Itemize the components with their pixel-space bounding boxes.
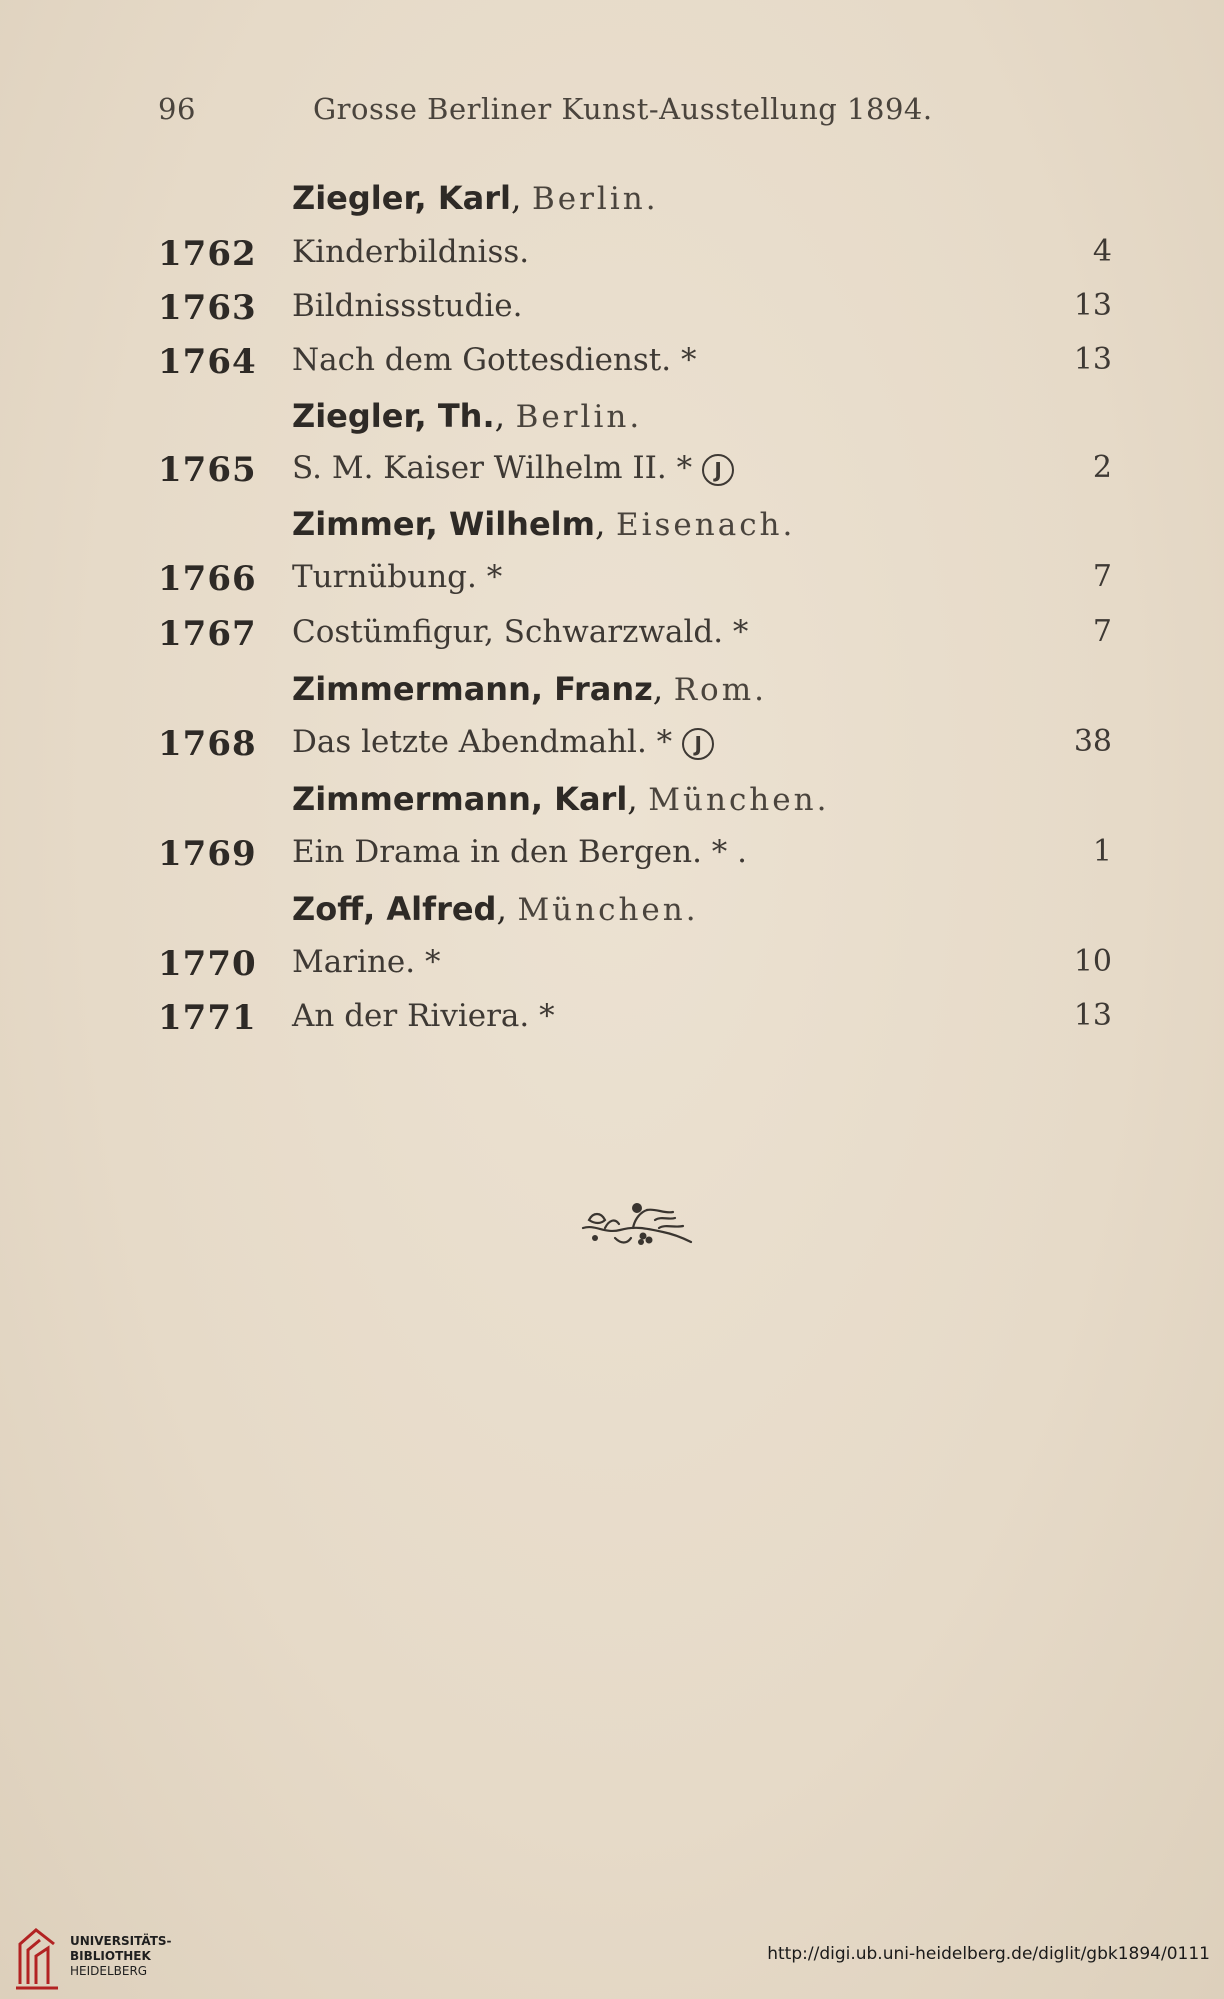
artwork-title-line (292, 342, 1012, 378)
artist-name: Zimmermann, Karl (292, 780, 628, 818)
catalogue-item (0, 288, 1224, 343)
catalogue-item (0, 998, 1224, 1053)
running-header (158, 92, 958, 132)
artist-line: Zimmer, Wilhelm, Eisenach. (292, 504, 796, 543)
artwork-title-line (292, 724, 1012, 760)
artist-name: Zoff, Alfred (292, 890, 497, 928)
library-name: UNIVERSITÄTS- BIBLIOTHEK HEIDELBERG (70, 1934, 172, 1978)
artist-city: Berlin. (515, 399, 643, 435)
artist-city: München. (517, 892, 699, 928)
artwork-title-line (292, 234, 1012, 270)
artwork-title-line (292, 944, 1012, 980)
catalogue-number: 1768 (158, 724, 257, 764)
running-title: Grosse Berliner Kunst-Ausstellung 1894. (313, 92, 933, 126)
artist-heading (0, 779, 1224, 834)
artist-line: Ziegler, Th., Berlin. (292, 396, 643, 435)
catalogue-item (0, 834, 1224, 889)
source-url-link[interactable]: http://digi.ub.uni-heidelberg.de/diglit/gbk1894/0111 (767, 1944, 1210, 1964)
catalogue-item (0, 944, 1224, 999)
artwork-price: 2 (1092, 450, 1112, 485)
circled-j-mark-icon: J (682, 728, 714, 760)
catalogue-item (0, 234, 1224, 289)
artist-heading (0, 396, 1224, 451)
artwork-title-line (292, 288, 1012, 324)
artist-name: Zimmer, Wilhelm (292, 505, 595, 543)
artist-city: Rom. (673, 672, 767, 708)
catalogue-number: 1766 (158, 559, 257, 599)
artist-heading (0, 178, 1224, 233)
artwork-price: 13 (1073, 288, 1112, 323)
catalogue-item (0, 559, 1224, 614)
artwork-title-line (292, 559, 1012, 595)
artist-heading (0, 669, 1224, 724)
artwork-price: 4 (1092, 234, 1112, 269)
artwork-title: Ein Drama in den Bergen. * . (292, 834, 748, 870)
artwork-title: Das letzte Abendmahl. * (292, 724, 673, 760)
artist-line: Ziegler, Karl, Berlin. (292, 178, 659, 217)
artwork-title: An der Riviera. * (292, 998, 555, 1034)
artist-heading (0, 889, 1224, 944)
artwork-title-line (292, 998, 1012, 1034)
artwork-price: 13 (1073, 998, 1112, 1033)
catalogue-item (0, 450, 1224, 505)
catalogue-number: 1764 (158, 342, 257, 382)
catalogue-number: 1765 (158, 450, 257, 490)
catalogue-item (0, 614, 1224, 669)
artwork-price: 1 (1092, 834, 1112, 869)
artwork-price: 7 (1092, 614, 1112, 649)
artist-name: Ziegler, Karl (292, 179, 511, 217)
library-logo-icon (14, 1922, 60, 1992)
artwork-title-line (292, 450, 1012, 486)
catalogue-number: 1762 (158, 234, 257, 274)
artist-line: Zimmermann, Karl, München. (292, 779, 830, 818)
artist-line: Zoff, Alfred, München. (292, 889, 699, 928)
artwork-title: Nach dem Gottesdienst. * (292, 342, 697, 378)
catalogue-item (0, 342, 1224, 397)
page-number: 96 (158, 92, 196, 126)
artwork-title-line (292, 614, 1012, 650)
floral-ornament-icon (575, 1198, 695, 1250)
artwork-title: Bildnissstudie. (292, 288, 523, 324)
catalogue-item (0, 724, 1224, 779)
catalogue-number: 1771 (158, 998, 257, 1038)
artwork-title: Turnübung. * (292, 559, 503, 595)
artist-line: Zimmermann, Franz, Rom. (292, 669, 767, 708)
digitization-footer (0, 1912, 1224, 1999)
artist-city: München. (648, 782, 830, 818)
artist-name: Ziegler, Th. (292, 397, 495, 435)
artwork-title-line (292, 834, 1012, 870)
artist-city: Berlin. (531, 181, 659, 217)
artwork-price: 13 (1073, 342, 1112, 377)
artwork-price: 7 (1092, 559, 1112, 594)
artwork-title: Kinderbildniss. (292, 234, 530, 270)
catalogue-number: 1767 (158, 614, 257, 654)
catalogue-number: 1769 (158, 834, 257, 874)
artist-name: Zimmermann, Franz (292, 670, 653, 708)
artwork-title: Marine. * (292, 944, 441, 980)
artist-heading (0, 504, 1224, 559)
catalogue-number: 1763 (158, 288, 257, 328)
artwork-price: 10 (1073, 944, 1112, 979)
artwork-price: 38 (1073, 724, 1112, 759)
artwork-title: S. M. Kaiser Wilhelm II. * (292, 450, 693, 486)
catalogue-number: 1770 (158, 944, 257, 984)
artwork-title: Costümfigur, Schwarzwald. * (292, 614, 749, 650)
circled-j-mark-icon: J (702, 454, 734, 486)
artist-city: Eisenach. (615, 507, 796, 543)
